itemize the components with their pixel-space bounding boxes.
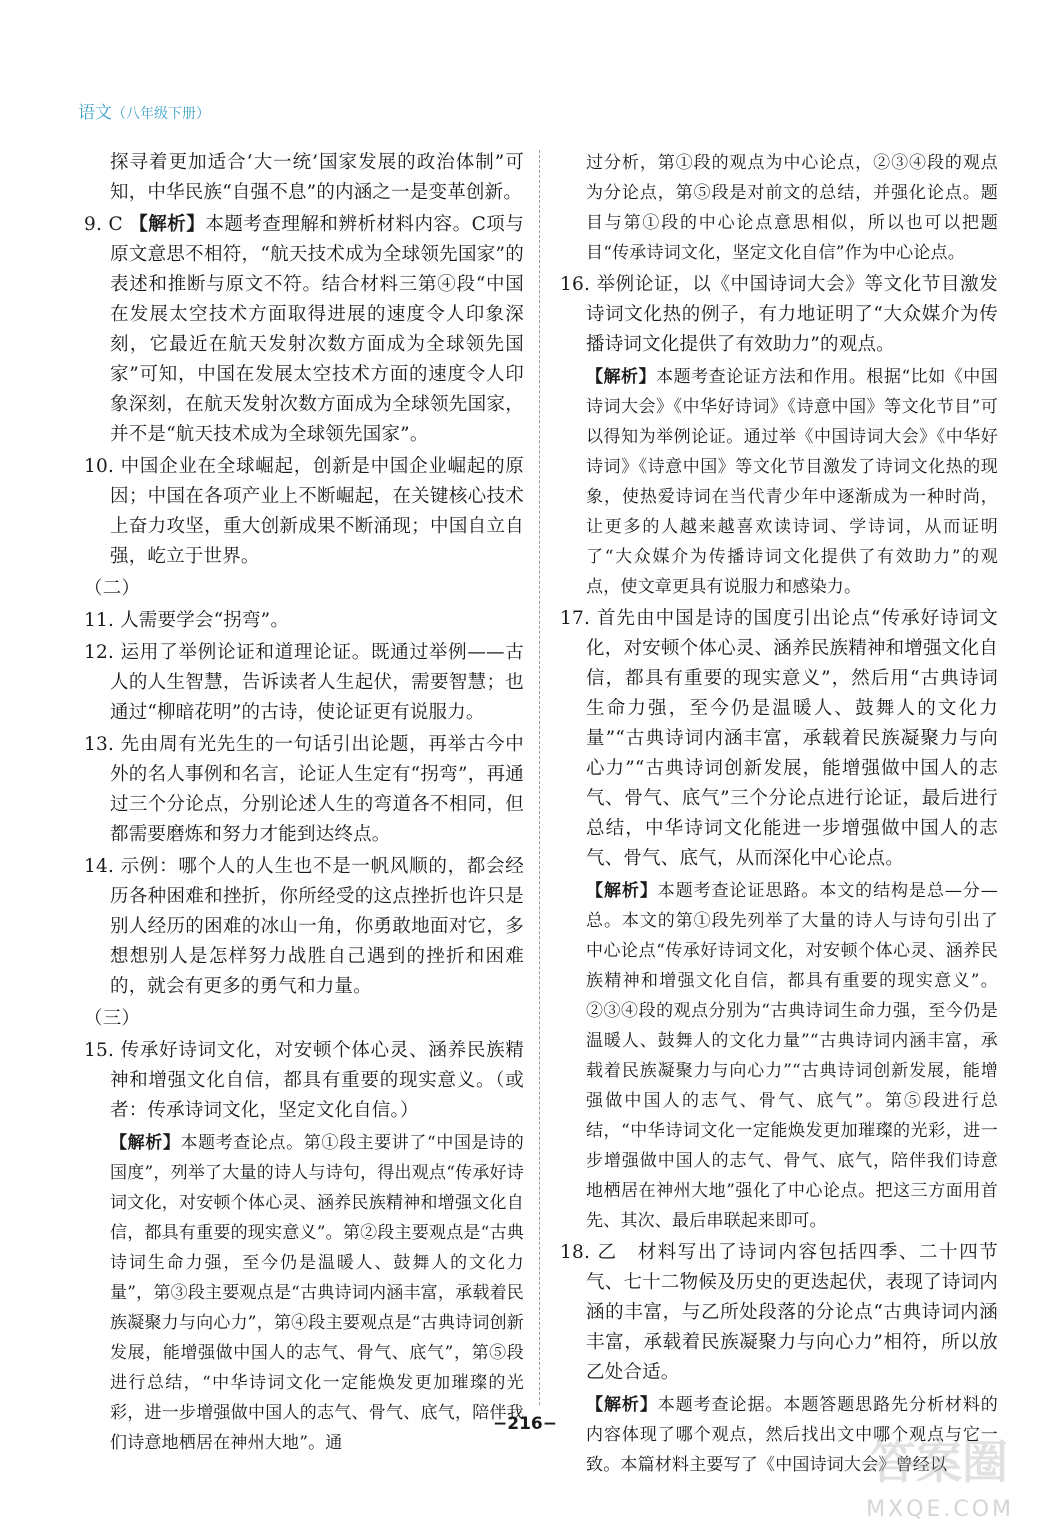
watermark-logo <box>844 1426 1014 1522</box>
running-header <box>78 98 210 123</box>
item-number: 10. <box>84 456 121 477</box>
paragraph-text: 运用了举例论证和道理论证。既通过举例——古人的人生智慧，告诉读者人生起伏，需要智慧；也通过“柳暗花明”的古诗，使论证更有说服力。 <box>110 642 525 723</box>
paragraph-text: 首先由中国是诗的国度引出论点“传承好诗词文化，对安顿个体心灵、涵养民族精神和增强文化自信，都具有重要的现实意义”，然后用“古典诗词生命力强，至今仍是温暖人、鼓舞人的文化力量”“古典诗词内涵丰富，承载着民族凝聚力与向心力”“古典诗词创新发展，能增强做中国人的志气、骨气、底气”三个分论点进行论证，最后进行总结，中华诗词文化能进一步增强做中国人的志气、骨气、底气，从而深化中心论点。 <box>586 608 998 869</box>
paragraph-text: 本题考查论点。第①段主要讲了“中国是诗的国度”，列举了大量的诗人与诗句，得出观点“传承好诗词文化，对安顿个体心灵、涵养民族精神和增强文化自信，都具有重要的现实意义”。第②段主要观点是“古典诗词生命力强，至今仍是温暖人、鼓舞人的文化力量”，第③段主要观点是“古典诗词内涵丰富，承载着民族凝聚力与向心力”，第④段主要观点是“古典诗词创新发展，能增强做中国人的志气、骨气、底气”，第⑤段进行总结，“中华诗词文化一定能焕发更加璀璨的光彩，进一步增强做中国人的志气、骨气、底气，陪伴我们诗意地栖居在神州大地”。通 <box>110 1133 524 1453</box>
paragraph-text: 人需要学会“拐弯”。 <box>120 610 290 631</box>
item-number: 13. <box>84 734 121 755</box>
analysis-paragraph <box>560 148 998 268</box>
paragraph-text: 本题考查理解和辨析材料内容。C项与原文意思不相符，“航天技术成为全球领先国家”的表述和推断与原文不符。结合材料三第④段“中国在发展太空技术方面取得进展的速度令人印象深刻，它最近在航天发射次数方面成为全球领先国家”可知，中国在发展太空技术方面的速度令人印象深刻，在航天发射次数方面成为全球领先国家，并不是“航天技术成为全球领先国家”。 <box>110 214 524 445</box>
section-heading <box>84 574 524 604</box>
analysis-paragraph <box>560 362 998 602</box>
answer-item <box>560 270 998 360</box>
analysis-paragraph <box>560 876 998 1236</box>
answer-item <box>84 852 524 1002</box>
page-number: −216− <box>493 1414 557 1434</box>
paragraph-text: 举例论证，以《中国诗词大会》等文化节目激发诗词文化热的例子，有力地证明了“大众媒介为传播诗词文化提供了有效助力”的观点。 <box>586 274 998 355</box>
paragraph-text: 过分析，第①段的观点为中心论点，②③④段的观点为分论点，第⑤段是对前文的总结，并强化论点。题目与第①段的中心论点意思相似，所以也可以把题目“传承诗词文化，坚定文化自信”作为中心论点。 <box>586 153 998 263</box>
item-number: 12. <box>84 642 121 663</box>
section-heading <box>84 1004 524 1034</box>
analysis-tag: 【解析】 <box>586 1395 658 1415</box>
paragraph-text: 传承好诗词文化，对安顿个体心灵、涵养民族精神和增强文化自信，都具有重要的现实意义。（或者：传承诗词文化，坚定文化自信。） <box>110 1040 524 1121</box>
paragraph-text: 中国企业在全球崛起，创新是中国企业崛起的原因；中国在各项产业上不断崛起，在关键核心技术上奋力攻坚，重大创新成果不断涌现；中国自立自强，屹立于世界。 <box>110 456 524 567</box>
analysis-tag: 【解析】 <box>586 881 658 901</box>
continued-text <box>84 148 524 208</box>
paragraph-text: 先由周有光先生的一句话引出论题，再举古今中外的名人事例和名言，论证人生定有“拐弯”，再通过三个分论点，分别论述人生的弯道各不相同，但都需要磨炼和努力才能到达终点。 <box>110 734 524 845</box>
header-grade: （八年级下册） <box>112 106 210 122</box>
watermark-mark: 答案圈 <box>870 1435 1008 1489</box>
analysis-tag: 【解析】 <box>129 214 206 235</box>
paragraph-text: （二） <box>84 578 141 599</box>
answer-item <box>560 1238 998 1388</box>
column-divider <box>539 150 540 1405</box>
item-number: 9. C <box>84 214 130 235</box>
item-number: 17. <box>560 608 597 629</box>
answer-item <box>84 606 524 636</box>
header-subject: 语文 <box>78 103 112 123</box>
right-column <box>560 148 998 1482</box>
analysis-paragraph <box>84 1128 524 1458</box>
answer-item <box>84 210 524 450</box>
item-number: 14. <box>84 856 121 877</box>
analysis-tag: 【解析】 <box>586 367 657 387</box>
item-number: 15. <box>84 1040 121 1061</box>
answer-item <box>84 638 524 728</box>
item-number: 18. <box>560 1242 598 1263</box>
answer-item <box>84 452 524 572</box>
paragraph-text: 乙 材料写出了诗词内容包括四季、二十四节气、七十二物候及历史的更迭起伏，表现了诗词内涵的丰富，与乙所处段落的分论点“古典诗词内涵丰富，承载着民族凝聚力与向心力”相符，所以放乙处合适。 <box>586 1242 998 1383</box>
paragraph-text: 示例：哪个人的人生也不是一帆风顺的，都会经历各种困难和挫折，你所经受的这点挫折也许只是别人经历的困难的冰山一角，你勇敢地面对它，多想想别人是怎样努力战胜自己遇到的挫折和困难的，就会有更多的勇气和力量。 <box>110 856 524 997</box>
answer-item <box>84 1036 524 1126</box>
paragraph-text: （三） <box>84 1008 141 1029</box>
left-column <box>84 148 524 1460</box>
answer-item <box>560 604 998 874</box>
item-number: 11. <box>84 610 121 631</box>
paragraph-text: 本题考查论证思路。本文的结构是总—分—总。本文的第①段先列举了大量的诗人与诗句引出了中心论点“传承好诗词文化，对安顿个体心灵、涵养民族精神和增强文化自信，都具有重要的现实意义”。②③④段的观点分别为“古典诗词生命力强，至今仍是温暖人、鼓舞人的文化力量”“古典诗词内涵丰富，承载着民族凝聚力与向心力”“古典诗词创新发展，能增强做中国人的志气、骨气、底气”。第⑤段进行总结，“中华诗词文化一定能焕发更加璀璨的光彩，进一步增强做中国人的志气、骨气、底气，陪伴我们诗意地栖居在神州大地”强化了中心论点。把这三方面用首先、其次、最后串联起来即可。 <box>586 881 998 1231</box>
paragraph-text: 探寻着更加适合‘大一统’国家发展的政治体制”可知，中华民族“自强不息”的内涵之一是变革创新。 <box>110 152 524 203</box>
item-number: 16. <box>560 274 597 295</box>
analysis-tag: 【解析】 <box>110 1133 181 1153</box>
paragraph-text: 本题考查论据。本题答题思路先分析材料的内容体现了哪个观点，然后找出文中哪个观点与它一致。本篇材料主要写了《中国诗词大会》曾经以 <box>586 1395 998 1475</box>
watermark-text: MXQE.COM <box>866 1497 1014 1522</box>
answer-item <box>84 730 524 850</box>
paragraph-text: 本题考查论证方法和作用。根据“比如《中国诗词大会》《中华好诗词》《诗意中国》等文化节目”可以得知为举例论证。通过举《中国诗词大会》《中华好诗词》《诗意中国》等文化节目激发了诗词文化热的现象，使热爱诗词在当代青少年中逐渐成为一种时尚，让更多的人越来越喜欢读诗词、学诗词，从而证明了“大众媒介为传播诗词文化提供了有效助力”的观点，使文章更具有说服力和感染力。 <box>586 367 998 597</box>
